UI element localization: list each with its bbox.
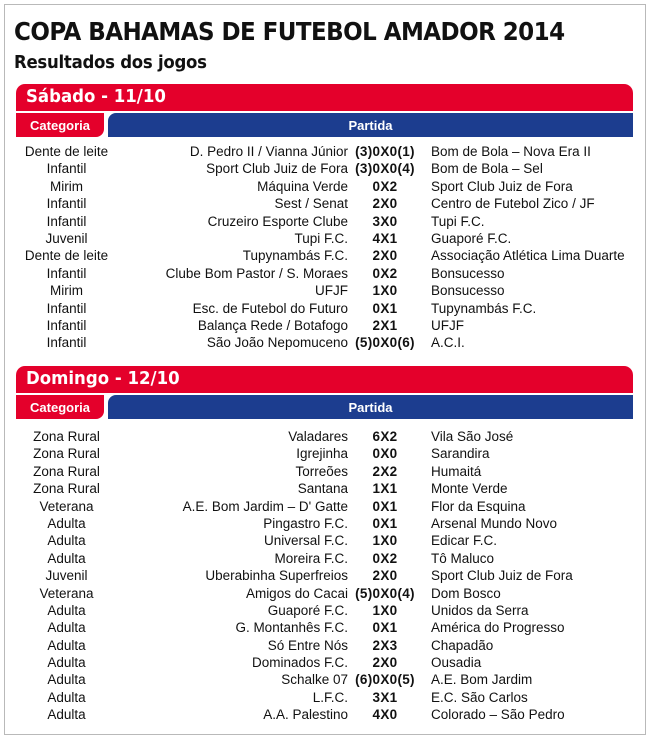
table-row [0,654,650,671]
table-row [0,143,650,160]
home-team-cell: A.A. Palestino [263,707,348,723]
column-header-category: Categoria [16,395,104,419]
home-team-cell: Máquina Verde [257,178,348,194]
score-cell: 1X0 [372,283,398,299]
away-team-cell: Dom Bosco [431,585,501,601]
table-row [0,160,650,177]
home-team-cell: L.F.C. [312,689,348,705]
table-row [0,498,650,515]
away-team-cell: Tô Maluco [431,550,495,566]
away-team-cell: Tupi F.C. [431,213,485,229]
score-cell: 0X1 [372,515,398,531]
away-team-cell: Bonsucesso [431,283,505,299]
away-team-cell: A.E. Bom Jardim [431,672,533,688]
score-cell: 1X0 [372,533,398,549]
home-team-cell: Santana [297,481,348,497]
home-team-cell: Igrejinha [296,446,348,462]
home-team-cell: Cruzeiro Esporte Clube [207,213,348,229]
category-cell: Mirim [50,283,83,299]
score-cell: 0X2 [372,550,398,566]
category-cell: Juvenil [45,230,88,246]
table-row [0,480,650,497]
away-team-cell: UFJF [431,317,464,333]
table-row [0,213,650,230]
table-row [0,671,650,688]
category-cell: Veterana [39,498,94,514]
table-row [0,428,650,445]
table-row [0,178,650,195]
home-team-cell: Sest / Senat [274,196,348,212]
category-cell: Infantil [46,300,87,316]
away-team-cell: Sport Club Juiz de Fora [431,568,573,584]
table-row [0,550,650,567]
score-cell: 0X1 [372,498,398,514]
home-team-cell: Tupynambás F.C. [242,248,348,264]
away-team-cell: Edicar F.C. [431,533,498,549]
category-cell: Mirim [50,178,83,194]
away-team-cell: Tupynambás F.C. [431,300,537,316]
away-team-cell: Arsenal Mundo Novo [431,515,558,531]
column-header-row [16,395,633,419]
category-cell: Adulta [47,533,86,549]
category-cell: Juvenil [45,568,88,584]
table-row [0,334,650,351]
home-team-cell: G. Montanhês F.C. [235,620,348,636]
away-team-cell: Associação Atlética Lima Duarte [431,248,625,264]
away-team-cell: Chapadão [431,637,494,653]
column-header-match: Partida [108,395,633,419]
away-team-cell: A.C.I. [431,335,465,351]
score-cell: 0X2 [372,178,398,194]
table-row [0,230,650,247]
away-team-cell: Bom de Bola – Sel [431,161,543,177]
score-cell: 2X1 [372,317,398,333]
score-cell: 0X1 [372,300,398,316]
table-row [0,300,650,317]
away-team-cell: E.C. São Carlos [431,689,528,705]
table-row [0,585,650,602]
score-cell: (3)0X0(4) [355,161,415,177]
away-team-cell: Guaporé F.C. [431,230,512,246]
category-cell: Veterana [39,585,94,601]
page-subtitle: Resultados dos jogos [14,52,207,73]
category-cell: Adulta [47,655,86,671]
away-team-cell: Unidos da Serra [431,602,529,618]
score-cell: 2X0 [372,655,398,671]
category-cell: Adulta [47,672,86,688]
score-cell: 6X2 [372,429,398,444]
home-team-cell: São João Nepomuceno [206,335,348,351]
away-team-cell: América do Progresso [431,620,565,636]
home-team-cell: A.E. Bom Jardim – D' Gatte [182,498,348,514]
score-cell: 4X0 [372,707,398,723]
table-row [0,463,650,480]
category-cell: Adulta [47,515,86,531]
score-cell: 3X0 [372,213,398,229]
category-cell: Infantil [46,196,87,212]
table-row [0,619,650,636]
away-team-cell: Sarandira [431,446,490,462]
category-cell: Infantil [46,161,87,177]
category-cell: Dente de leite [24,248,109,264]
score-cell: (5)0X0(6) [355,335,415,351]
score-cell: 2X2 [372,463,398,479]
table-row [0,637,650,654]
category-cell: Adulta [47,620,86,636]
table-row [0,195,650,212]
category-cell: Adulta [47,689,86,705]
home-team-cell: Dominados F.C. [251,655,348,671]
home-team-cell: Sport Club Juiz de Fora [206,161,348,177]
category-cell: Zona Rural [33,463,100,479]
away-team-cell: Monte Verde [431,481,508,497]
home-team-cell: Uberabinha Superfreios [205,568,348,584]
column-header-row [16,113,633,137]
score-cell: 0X0 [372,446,398,462]
category-cell: Adulta [47,707,86,723]
home-team-cell: UFJF [315,283,348,299]
category-cell: Zona Rural [33,446,100,462]
category-cell: Infantil [46,265,87,281]
home-team-cell: Valadares [288,429,348,444]
score-cell: 2X0 [372,196,398,212]
score-cell: 0X1 [372,620,398,636]
column-header-category: Categoria [16,113,104,137]
page-title: COPA BAHAMAS DE FUTEBOL AMADOR 2014 [14,17,565,46]
away-team-cell: Humaitá [431,463,482,479]
category-cell: Zona Rural [33,429,100,444]
home-team-cell: Esc. de Futebol do Futuro [192,300,348,316]
column-header-match: Partida [108,113,633,137]
away-team-cell: Vila São José [431,429,514,444]
home-team-cell: Schalke 07 [281,672,348,688]
home-team-cell: Balança Rede / Botafogo [197,317,348,333]
category-cell: Adulta [47,550,86,566]
results-table-sunday [0,428,650,724]
day-label: Domingo - 12/10 [26,368,180,389]
home-team-cell: Amigos do Cacai [245,585,348,601]
category-cell: Dente de leite [24,144,109,159]
home-team-cell: Universal F.C. [263,533,348,549]
home-team-cell: Só Entre Nós [267,637,348,653]
day-header-saturday [16,84,633,111]
away-team-cell: Centro de Futebol Zico / JF [431,196,595,212]
away-team-cell: Bom de Bola – Nova Era II [431,144,591,159]
away-team-cell: Sport Club Juiz de Fora [431,178,573,194]
results-table-saturday [0,143,650,352]
score-cell: 1X1 [372,481,398,497]
score-cell: 2X0 [372,568,398,584]
home-team-cell: Pingastro F.C. [263,515,348,531]
table-row [0,602,650,619]
category-cell: Infantil [46,213,87,229]
score-cell: (6)0X0(5) [355,672,415,688]
home-team-cell: Guaporé F.C. [267,602,348,618]
category-cell: Infantil [46,335,87,351]
category-cell: Zona Rural [33,481,100,497]
category-cell: Infantil [46,317,87,333]
score-cell: 2X0 [372,248,398,264]
table-row [0,445,650,462]
away-team-cell: Flor da Esquina [431,498,526,514]
table-row [0,282,650,299]
score-cell: 0X2 [372,265,398,281]
table-row [0,247,650,264]
away-team-cell: Ousadia [431,655,482,671]
score-cell: 3X1 [372,689,398,705]
score-cell: 1X0 [372,602,398,618]
away-team-cell: Colorado – São Pedro [431,707,565,723]
home-team-cell: D. Pedro II / Vianna Júnior [189,144,348,159]
home-team-cell: Clube Bom Pastor / S. Moraes [165,265,348,281]
category-cell: Adulta [47,637,86,653]
table-row [0,567,650,584]
away-team-cell: Bonsucesso [431,265,505,281]
score-cell: 4X1 [372,230,398,246]
home-team-cell: Tupi F.C. [294,230,348,246]
table-row [0,532,650,549]
home-team-cell: Moreira F.C. [274,550,348,566]
day-label: Sábado - 11/10 [26,86,166,107]
day-header-sunday [16,366,633,393]
table-row [0,515,650,532]
category-cell: Adulta [47,602,86,618]
table-row [0,706,650,723]
table-row [0,689,650,706]
table-row [0,317,650,334]
home-team-cell: Torreões [295,463,348,479]
table-row [0,265,650,282]
score-cell: (3)0X0(1) [355,144,415,159]
score-cell: 2X3 [372,637,398,653]
score-cell: (5)0X0(4) [355,585,415,601]
